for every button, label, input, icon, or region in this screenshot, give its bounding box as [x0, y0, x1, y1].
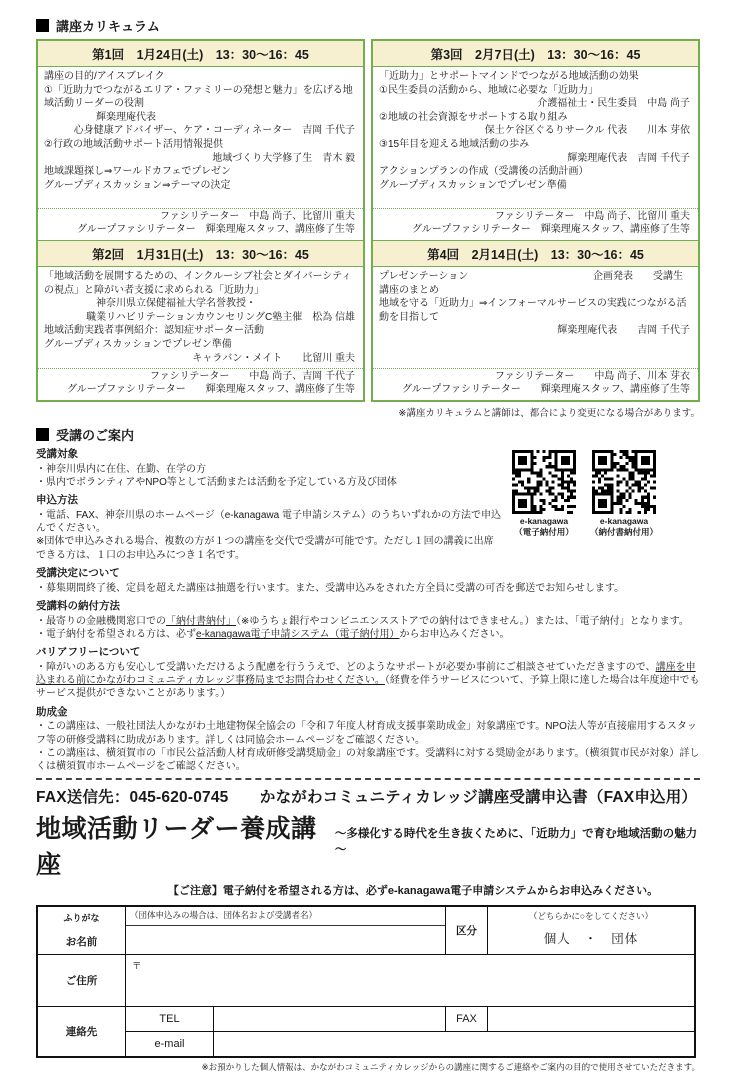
epayment-notice: 【ご注意】電子納付を希望される方は、必ずe-kanagawa電子申請システムからお申込みください。	[167, 885, 659, 898]
qr-caption-name: e-kanagawa	[519, 516, 569, 526]
guidance-section-heading: バリアフリーについて	[36, 646, 141, 659]
course-title-row	[36, 809, 700, 881]
session-header: 第1回 1月24日(土) 13：30～16：45	[38, 41, 363, 67]
fax-destination-line: FAX送信先：045-620-0745 かながわコミュニティカレッジ講座受講申込書（FAX申込用）	[36, 789, 698, 807]
facilitator-line: ファシリテーター 中島 尚子、比留川 重夫	[159, 210, 355, 222]
guidance-line: ・県内でボランティアやNPO等として活動または活動を予定している方及び団体	[36, 477, 397, 489]
curriculum-heading-label: 講座カリキュラム	[56, 19, 160, 34]
session-2	[38, 240, 363, 400]
guidance-section	[36, 567, 700, 595]
session-line: キャラバン・メイト 比留川 重夫	[192, 352, 355, 364]
session-facilitators	[38, 208, 363, 240]
session-facilitators	[38, 368, 363, 400]
tel-label-cell	[126, 1007, 214, 1032]
black-square-icon	[36, 428, 49, 441]
session-body	[38, 267, 363, 368]
curriculum-column-right	[371, 39, 700, 402]
name-input-cell[interactable]	[126, 907, 446, 955]
fax-input-cell[interactable]	[488, 1007, 694, 1032]
address-label-cell	[38, 955, 126, 1007]
guidance-line: ・最寄りの金融機関窓口での「納付書納付」（※ゆうちょ銀行やコンビニエンスストアでの納付はできません。）または、「電子納付」となります。	[36, 615, 689, 627]
session-line: 職業リハビリテーションカウンセリングC塾主催 松為 信雄	[86, 311, 355, 323]
facilitator-line: ファシリテーター 中島 尚子、吉岡 千代子	[149, 370, 355, 382]
session-body	[373, 67, 698, 208]
session-line: ②行政の地域活動サポート活用情報提供	[44, 138, 223, 150]
session-line: 地域課題探し⇒ワールドカフェでプレゼン	[44, 166, 231, 178]
qr-item-epayment	[512, 450, 576, 537]
qr-caption-label: （電子納付用）	[514, 526, 574, 537]
fax-label-cell	[446, 1007, 488, 1032]
curriculum-table	[36, 39, 700, 402]
session-header: 第3回 2月7日(土) 13：30～16：45	[373, 41, 698, 67]
category-options[interactable]: 個人 ・ 団体	[543, 932, 639, 947]
guidance-section-heading: 受講対象	[36, 448, 78, 460]
privacy-note: ※お預かりした個人情報は、かながわコミュニティカレッジからの講座に関するご連絡やご案内の目的で使用させていただきます。	[201, 1062, 700, 1073]
session-facilitators	[373, 208, 698, 240]
guidance-heading-label: 受講のご案内	[56, 428, 135, 443]
session-line: 講座のまとめ	[379, 284, 439, 296]
session-body	[38, 67, 363, 208]
tel-input-cell[interactable]	[214, 1007, 446, 1032]
category-label: 区分	[456, 925, 477, 938]
contact-label-cell	[38, 1007, 126, 1056]
facilitator-line: ファシリテーター 中島 尚子、比留川 重夫	[494, 210, 690, 222]
session-line: ③15年目を迎える地域活動の歩み	[379, 138, 530, 150]
session-facilitators	[373, 368, 698, 400]
session-line: 地域活動実践者事例紹介：認知症サポーター活動	[44, 325, 264, 337]
course-subtitle: ～多様化する時代を生き抜くために、「近助力」で育む地域活動の魅力～	[334, 828, 698, 857]
session-line: ②地域の社会資源をサポートする取り組み	[379, 111, 568, 123]
qr-caption	[590, 516, 658, 537]
guidance-section-heading: 受講料の納付方法	[36, 599, 120, 612]
guidance-section-heading: 助成金	[36, 705, 68, 718]
curriculum-change-note: ※講座カリキュラムと講師は、都合により変更になる場合があります。	[398, 408, 700, 419]
guidance-section	[36, 646, 700, 700]
session-line: 講座の目的/アイスブレイク	[44, 71, 165, 82]
session-line: 輝楽理庵代表 吉岡 千代子	[557, 325, 690, 337]
email-label: e-mail	[154, 1038, 185, 1051]
guidance-section-heading: 受講決定について	[36, 566, 120, 579]
session-line: 神奈川県立保健福祉大学名誉教授・	[96, 298, 256, 310]
guidance-line: ※団体で申込みされる場合、複数の方が１つの講座を交代で受講が可能です。ただし１回の講義に出席できる方は、１口のお申込みにつき１名です。	[36, 536, 494, 561]
qr-code-icon	[592, 450, 656, 514]
session-line: 輝楽理庵代表 吉岡 千代子	[567, 152, 690, 164]
black-square-icon	[36, 19, 49, 32]
guidance-body	[36, 448, 700, 773]
session-line: グループディスカッション⇒テーマの決定	[44, 179, 231, 191]
postal-mark: 〒	[132, 961, 142, 973]
guidance-line: ・神奈川県内に在住、在勤、在学の方	[36, 463, 206, 475]
guidance-section	[36, 706, 700, 774]
session-header: 第4回 2月14日(土) 13：30～16：45	[373, 240, 698, 267]
session-line: 心身健康アドバイザー、ケア・コーディネーター 吉岡 千代子	[73, 125, 355, 137]
category-choice-cell[interactable]	[488, 907, 694, 955]
facilitator-line: グループファシリテーター 輝楽理庵スタッフ、講座修了生等	[77, 224, 355, 236]
facilitator-line: ファシリテーター 中島 尚子、川本 芽衣	[494, 370, 690, 382]
address-label: ご住所	[65, 975, 98, 988]
guidance-section-heading: 申込方法	[36, 494, 78, 507]
session-line: ①民生委員の活動から、地域に必要な「近助力」	[379, 84, 598, 96]
guidance-line: ・電話、FAX、神奈川県のホームページ（e-kanagawa 電子申請システム）のうちいずれかの方法で申込んでください。	[36, 510, 501, 535]
guidance-heading	[36, 425, 700, 444]
qr-code-icon	[512, 450, 576, 514]
session-3	[373, 41, 698, 240]
fax-label: FAX	[456, 1013, 477, 1026]
qr-codes	[512, 450, 700, 537]
furigana-label: ふりがな	[63, 913, 100, 924]
qr-caption-name: e-kanagawa	[599, 516, 649, 526]
contact-label: 連絡先	[65, 1026, 98, 1039]
curriculum-column-left	[36, 39, 365, 402]
session-1	[38, 41, 363, 240]
qr-caption-label: （納付書納付用）	[590, 526, 659, 537]
session-4	[373, 240, 698, 400]
session-line: ①「近助力でつながるエリア・ファミリーの発想と魅力」を広げる地域活動リーダーの役割	[44, 84, 353, 110]
guidance-line: ・電子納付を希望される方は、必ずe-kanagawa電子申請システム（電子納付用）からお申込みください。	[36, 628, 510, 640]
session-line: 「地域活動を展開するための、インクルーシブ社会とダイバーシティの視点」と障がい者支援に求められる「近助力」	[44, 271, 352, 296]
session-header: 第2回 1月31日(土) 13：30～16：45	[38, 240, 363, 267]
session-line: グループディスカッションでプレゼン準備	[44, 338, 232, 350]
tel-label: TEL	[159, 1013, 180, 1026]
name-hint: （団体申込みの場合は、団体名および受講者名）	[126, 907, 445, 926]
application-form-table	[36, 905, 696, 1058]
dashed-divider	[36, 778, 700, 780]
facilitator-line: グループファシリテーター 輝楽理庵スタッフ、講座修了生等	[412, 224, 690, 236]
session-line: 地域を守る「近助力」⇒インフォーマルサービスの実践につながる活動を目指して	[379, 298, 687, 323]
session-body	[373, 267, 698, 368]
name-label: お名前	[65, 936, 98, 949]
address-input-cell[interactable]	[126, 955, 694, 1007]
session-line: 「近助力」とサポートマインドでつながる地域活動の効果	[379, 71, 639, 82]
session-line: 地域づくり大学修了生 青木 毅	[212, 152, 355, 164]
facilitator-line: グループファシリテーター 輝楽理庵スタッフ、講座修了生等	[67, 384, 355, 396]
session-line: 介護福祉士・民生委員 中島 尚子	[537, 98, 690, 110]
email-label-cell	[126, 1032, 214, 1056]
category-hint: （どちらかに○をしてください）	[528, 911, 654, 922]
guidance-line: ・この講座は、横須賀市の「市民公益活動人材育成研修受講奨励金」の対象講座です。受講料に対する奨励金があります。（横須賀市民が対象）詳しくは横須賀市ホームページをご確認ください。	[36, 747, 700, 772]
guidance-line: ・障がいのある方も安心して受講いただけるよう配慮を行ううえで、どのようなサポートが必要か事前にご相談させていただきますので、講座を申込まれる前にかながわコミュニティカレッジ事務局までお問合わせください。（経費を伴うサービスについて、予算上限に達した場合は年度途中でもサービス提供ができないことがあります。）	[36, 661, 700, 700]
curriculum-heading	[36, 16, 700, 35]
guidance-section	[36, 600, 700, 641]
qr-item-paymentslip	[590, 450, 658, 537]
category-label-cell	[446, 907, 488, 955]
session-line: 保土ケ谷区ぐるりサークル 代表 川本 芽依	[484, 125, 690, 137]
session-line: グループディスカッションでプレゼン準備	[379, 179, 567, 191]
course-title: 地域活動リーダー養成講座	[36, 815, 317, 880]
name-label-cell	[38, 907, 126, 955]
guidance-line: ・募集期間終了後、定員を超えた講座は抽選を行います。また、受講申込みをされた方全員に受講の可否を郵送でお知らせします。	[36, 582, 625, 594]
session-line: プレゼンテーション 企画発表 受講生	[379, 271, 683, 282]
facilitator-line: グループファシリテーター 輝楽理庵スタッフ、講座修了生等	[402, 384, 690, 396]
qr-caption	[512, 516, 576, 537]
session-line: アクションプランの作成（受講後の活動計画）	[379, 166, 589, 178]
email-input-cell[interactable]	[214, 1032, 694, 1056]
session-line: 輝楽理庵代表	[96, 111, 156, 123]
guidance-line: ・この講座は、一般社団法人かながわ土地建物保全協会の「令和７年度人材育成支援事業助成金」対象講座です。NPO法人等が直接雇用するスタッフ等の研修受講料に助成があります。詳しくは同協会ホームページをご確認ください。	[36, 721, 697, 746]
